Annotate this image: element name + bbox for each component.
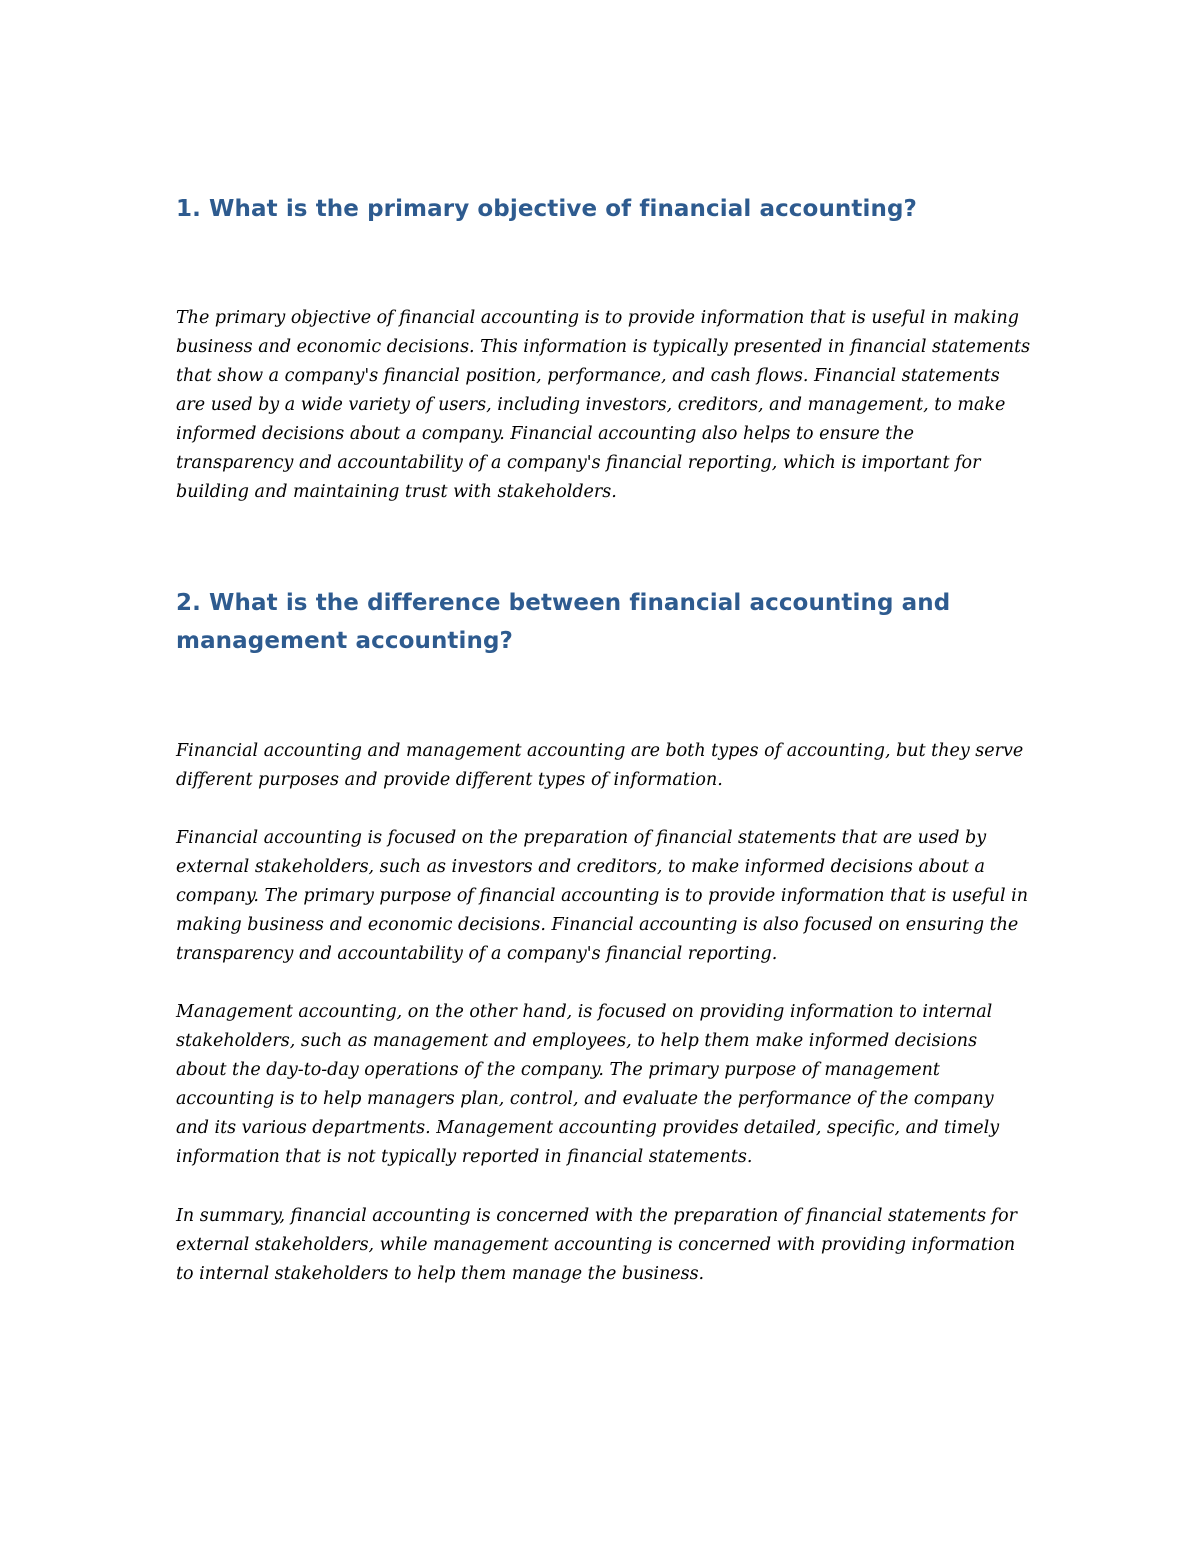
question-1-answer-paragraph: The primary objective of financial accounting is to provide information that is useful in making business and economic decisions. This information is typically presented in financial statements that show a company's financial position, performance, and cash flows. Financial statements are used by a wide variety of users, including investors, creditors, and management, to make informed decisions about a company. Financial accounting also helps to ensure the transparency and accountability of a company's financial reporting, which is important for building and maintaining trust with stakeholders.: [176, 308, 1031, 502]
question-2-intro-paragraph: Financial accounting and management accounting are both types of accounting, but they serve different purposes and provide different types of information.: [176, 741, 1024, 790]
question-2-financial-accounting-paragraph: Financial accounting is focused on the preparation of financial statements that are used by external stakeholders, such as investors and creditors, to make informed decisions about a company. The primary purpose of financial accounting is to provide information that is useful in making business and economic decisions. Financial accounting is also focused on ensuring the transparency and accountability of a company's financial reporting.: [176, 828, 1028, 964]
question-2-summary-paragraph: In summary, financial accounting is concerned with the preparation of financial statements for external stakeholders, while management accounting is concerned with providing information to internal stakeholders to help them manage the business.: [176, 1206, 1017, 1284]
question-2-management-accounting-paragraph: Management accounting, on the other hand, is focused on providing information to internal stakeholders, such as management and employees, to help them make informed decisions about the day-to-day operations of the company. The primary purpose of management accounting is to help managers plan, control, and evaluate the performance of the company and its various departments. Management accounting provides detailed, specific, and timely information that is not typically reported in financial statements.: [176, 1002, 1000, 1167]
question-2-heading: 2. What is the difference between financial accounting and management accounting?: [176, 590, 951, 654]
question-1-heading: 1. What is the primary objective of financial accounting?: [176, 196, 917, 222]
